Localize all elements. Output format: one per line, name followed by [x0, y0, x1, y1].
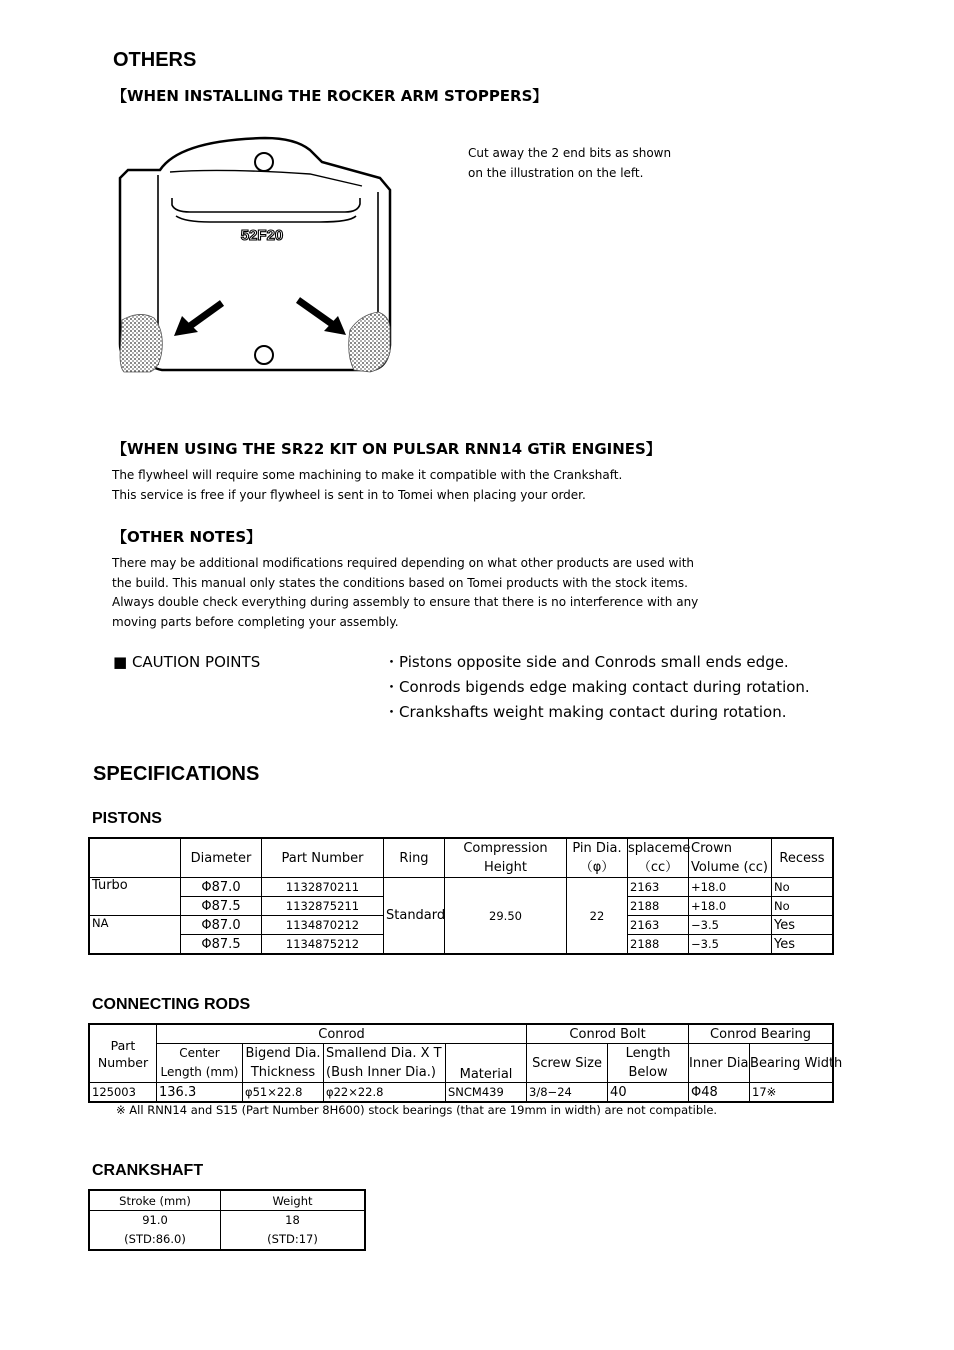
conrods-header-bigend: [243, 1044, 324, 1083]
sr22-line: This service is free if your flywheel is sent in to Tomei when placing your order.: [112, 487, 586, 502]
piston-ring: Standard: [384, 878, 445, 954]
caution-point: ・Crankshafts weight making contact during rotation.: [384, 703, 787, 721]
stroke-value: 91.0: [142, 1213, 168, 1227]
disp-line: （cc）: [637, 860, 679, 875]
sr22-heading: 【WHEN USING THE SR22 KIT ON PULSAR RNN14 GTiR ENGINES】: [112, 440, 661, 458]
conrods-header-row: [90, 1025, 833, 1044]
length-line: Below: [628, 1065, 668, 1080]
conrod-bigend: φ51×22.8: [243, 1083, 324, 1102]
pistons-header-pin: [567, 839, 628, 878]
rocker-stopper-heading: 【WHEN INSTALLING THE ROCKER ARM STOPPERS】: [112, 87, 548, 105]
pin-line: Pin Dia.: [572, 841, 622, 856]
piston-recess: No: [772, 897, 833, 916]
conrods-header-bearing: Conrod Bearing: [689, 1025, 833, 1044]
disp-line: splaceme: [628, 841, 691, 856]
piston-diameter: Φ87.0: [181, 916, 262, 935]
conrods-header-bolt: Conrod Bolt: [527, 1025, 689, 1044]
piston-recess: No: [772, 878, 833, 897]
crown-line: Crown: [691, 841, 732, 856]
sr22-line: The flywheel will require some machining to make it compatible with the Crankshaft.: [112, 468, 623, 482]
piston-part-number: 1132870211: [262, 878, 384, 897]
crankshaft-header-row: [90, 1191, 365, 1211]
compression-line: Compression: [463, 841, 548, 856]
other-notes-heading: 【OTHER NOTES】: [112, 528, 262, 546]
conrods-header-part: [90, 1025, 157, 1083]
conrods-header-inner: Inner Dia: [689, 1044, 750, 1083]
pistons-header-row: [90, 839, 833, 878]
table-row: [90, 1211, 365, 1250]
piston-recess: Yes: [772, 935, 833, 954]
rocker-note-line: Cut away the 2 end bits as shown: [468, 146, 672, 160]
pistons-header-blank: [90, 839, 181, 878]
piston-displacement: 2188: [628, 935, 689, 954]
crankshaft-stroke: [90, 1211, 221, 1250]
pistons-header-diameter: Diameter: [181, 839, 262, 878]
piston-group: NA: [90, 916, 181, 954]
part-line: Part: [110, 1037, 136, 1053]
notes-line: the build. This manual only states the conditions based on Tomei products with the stock items.: [112, 575, 688, 590]
other-notes-text: [112, 554, 698, 632]
conrods-header-width: Bearing Width: [750, 1044, 833, 1083]
conrods-header-center: [157, 1044, 243, 1083]
crankshaft-weight: [221, 1211, 365, 1250]
smallend-line: (Bush Inner Dia.): [326, 1065, 436, 1080]
piston-recess: Yes: [772, 916, 833, 935]
pistons-header-ring: Ring: [384, 839, 445, 878]
caution-points: [384, 650, 810, 725]
conrods-heading: CONNECTING RODS: [92, 996, 251, 1013]
piston-pin-dia: 22: [567, 878, 628, 954]
length-line: Length: [625, 1046, 671, 1061]
piston-part-number: 1132875211: [262, 897, 384, 916]
conrod-center: 136.3: [157, 1083, 243, 1102]
notes-line: There may be additional modifications required depending on what other products are used with: [112, 556, 695, 570]
pistons-heading: PISTONS: [92, 810, 162, 827]
conrods-header-length: [608, 1044, 689, 1083]
conrods-header-smallend: [324, 1044, 446, 1083]
specifications-title: SPECIFICATIONS: [93, 763, 260, 785]
sr22-text: [112, 466, 622, 505]
weight-std: (STD:17): [267, 1232, 318, 1246]
piston-crown: +18.0: [689, 878, 772, 897]
crankshaft-table: [89, 1190, 365, 1250]
pistons-header-crown: [689, 839, 772, 878]
compression-line: Height: [484, 860, 527, 875]
piston-group: Turbo: [90, 878, 181, 916]
pistons-header-compression: [445, 839, 567, 878]
weight-value: 18: [285, 1213, 300, 1227]
crankshaft-header-weight: Weight: [221, 1191, 365, 1211]
pistons-header-displacement: [628, 839, 689, 878]
piston-displacement: 2188: [628, 897, 689, 916]
conrods-table: [89, 1024, 843, 1102]
piston-diameter: Φ87.5: [181, 935, 262, 954]
piston-part-number: 1134870212: [262, 916, 384, 935]
rocker-note-line: on the illustration on the left.: [468, 165, 644, 180]
crankshaft-header-stroke: Stroke (mm): [90, 1191, 221, 1211]
center-line: Length (mm): [160, 1065, 239, 1079]
rocker-stopper-illustration: [110, 130, 410, 385]
piston-displacement: 2163: [628, 916, 689, 935]
caution-point: ・Pistons opposite side and Conrods small ends edge.: [384, 653, 789, 671]
notes-line: Always double check everything during assembly to ensure that there is no interference with any: [112, 595, 699, 609]
conrod-inner: Φ48: [689, 1083, 750, 1102]
conrods-header-conrod: Conrod: [157, 1025, 527, 1044]
caution-point: ・Conrods bigends edge making contact during rotation.: [384, 678, 810, 696]
notes-line: moving parts before completing your assembly.: [112, 614, 399, 629]
piston-diameter: Φ87.0: [181, 878, 262, 897]
conrods-header-screw: Screw Size: [527, 1044, 608, 1083]
piston-crown: −3.5: [689, 935, 772, 954]
conrod-screw: 3/8−24: [527, 1083, 608, 1102]
caution-label: ■ CAUTION POINTS: [113, 653, 261, 671]
table-row: [90, 1083, 833, 1102]
pistons-header-part-number: Part Number: [262, 839, 384, 878]
piston-displacement: 2163: [628, 878, 689, 897]
stroke-std: (STD:86.0): [124, 1232, 186, 1246]
smallend-line: Smallend Dia. X T: [326, 1046, 442, 1061]
rocker-note: [468, 144, 671, 183]
conrods-header-material: Material: [446, 1044, 527, 1083]
part-label: 52F20: [240, 227, 284, 244]
conrod-width: 17※: [750, 1083, 833, 1102]
center-line: Center: [179, 1046, 220, 1060]
conrod-part: 125003: [90, 1083, 157, 1102]
piston-crown: −3.5: [689, 916, 772, 935]
piston-part-number: 1134875212: [262, 935, 384, 954]
conrods-subheader-row: [90, 1044, 833, 1083]
table-row: [90, 878, 833, 897]
conrod-length: 40: [608, 1083, 689, 1102]
part-line: Number: [97, 1054, 149, 1070]
piston-crown: +18.0: [689, 897, 772, 916]
bigend-line: Thickness: [250, 1065, 316, 1080]
pistons-table: [89, 838, 833, 954]
piston-diameter: Φ87.5: [181, 897, 262, 916]
crown-line: Volume (cc): [691, 860, 768, 875]
others-title: OTHERS: [113, 49, 197, 71]
crankshaft-heading: CRANKSHAFT: [92, 1162, 204, 1179]
bigend-line: Bigend Dia.: [245, 1046, 321, 1061]
conrods-footnote: ※ All RNN14 and S15 (Part Number 8H600) stock bearings (that are 19mm in width) are not compatible.: [116, 1103, 718, 1117]
pistons-header-recess: Recess: [772, 839, 833, 878]
conrod-smallend: φ22×22.8: [324, 1083, 446, 1102]
pin-line: （φ）: [579, 860, 615, 875]
piston-compression-height: 29.50: [445, 878, 567, 954]
conrod-material: SNCM439: [446, 1083, 527, 1102]
